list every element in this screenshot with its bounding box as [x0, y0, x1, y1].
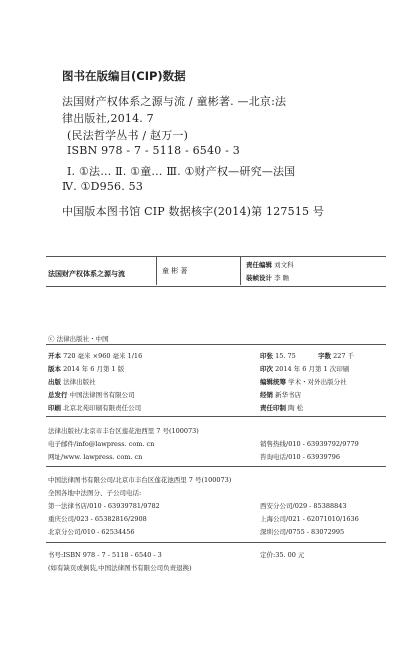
- cip-subjects-line-2: Ⅳ. ①D956. 53: [62, 180, 144, 193]
- branch-bookstore: 第一法律书店/010 - 63939781/9782: [48, 502, 160, 510]
- book-number: 书号:ISBN 978 - 7 - 5118 - 6540 - 3: [48, 551, 162, 559]
- sheets-value: 15. 75: [275, 352, 296, 360]
- consult-phone: 咨询电话/010 - 63939796: [260, 453, 341, 461]
- printer-label: 印刷: [48, 404, 61, 412]
- cip-heading: 图书在版编目(CIP)数据: [62, 69, 186, 83]
- printer-value: 北京北苑印刷有限责任公司: [63, 404, 142, 412]
- sheets: [260, 351, 296, 360]
- edition-label: 版本: [48, 365, 61, 373]
- publication-top-rule: [46, 344, 386, 345]
- dept-label: 编辑统筹: [260, 378, 286, 386]
- email: 电子邮件/info@lawpress. com. cn: [48, 440, 155, 448]
- dept-value: 学术・对外出版分社: [288, 378, 347, 386]
- seller-value: 新华书店: [275, 391, 302, 399]
- edition-value: 2014 年 6 月第 1 版: [63, 365, 125, 373]
- book-title: 法国财产权体系之源与流: [48, 270, 125, 278]
- credits-divider-2: [240, 257, 241, 285]
- cip-verification: 中国版本图书馆 CIP 数据核字(2014)第 127515 号: [62, 205, 325, 218]
- words-value: 227 千: [333, 352, 355, 360]
- designer-name: 李 瞻: [274, 274, 290, 282]
- sales-hotline: 销售热线/010 - 63939792/9779: [260, 440, 359, 448]
- seller-label: 经销: [260, 391, 273, 399]
- words-label: 字数: [318, 352, 331, 360]
- printing-label: 印次: [260, 365, 273, 373]
- branch-xian: 西安分公司/029 - 85388843: [260, 502, 347, 510]
- copyright: ⓒ 法律出版社・中国: [48, 335, 109, 343]
- publisher: [48, 377, 96, 386]
- company-address: 中国法律图书有限公司/北京市丰台区莲花池西里 7 号(100073): [48, 476, 232, 484]
- author: 童 彬 著: [162, 267, 188, 275]
- format-label: 开本: [48, 352, 61, 360]
- price: 定价:35. 00 元: [260, 551, 305, 559]
- format-value: 720 毫米 ×960 毫米 1/16: [63, 352, 143, 360]
- cip-series: (民法哲学丛书 / 赵万一): [67, 129, 189, 142]
- editor-label: 责任编辑: [246, 261, 272, 269]
- branch-shanghai: 上海公司/021 - 62071010/1636: [260, 515, 359, 523]
- print-supervisor: [260, 403, 303, 412]
- distributor: [48, 390, 135, 399]
- format: [48, 351, 142, 360]
- credits-divider-1: [156, 257, 157, 285]
- seller: [260, 390, 301, 399]
- credits-bottom-rule: [46, 286, 386, 287]
- branch-beijing: 北京分公司/010 - 62534456: [48, 528, 135, 536]
- return-notice: (如有缺页或倒装,中国法律图书有限公司负责退换): [48, 564, 192, 572]
- branches-bottom-rule: [46, 542, 386, 543]
- print-resp-value: 陶 松: [288, 404, 304, 412]
- publisher-value: 法律出版社: [63, 378, 96, 386]
- distributor-value: 中国法律图书有限公司: [69, 391, 135, 399]
- cip-title-line-2: 律出版社,2014. 7: [62, 112, 154, 125]
- credits-top-rule: [46, 256, 386, 257]
- editor-credit: [246, 260, 294, 269]
- sheets-label: 印张: [260, 352, 273, 360]
- website: 网址/www. lawpress. com. cn: [48, 453, 143, 461]
- designer-label: 装帧设计: [246, 274, 272, 282]
- printing: [260, 364, 349, 373]
- publisher-address: 法律出版社/北京市丰台区莲花池西里 7 号(100073): [48, 427, 199, 435]
- publisher-label: 出版: [48, 378, 61, 386]
- branch-chongqing: 重庆公司/023 - 65382816/2908: [48, 515, 147, 523]
- editor-name: 刘文科: [274, 261, 294, 269]
- printer: [48, 403, 141, 412]
- publication-bottom-rule: [46, 416, 386, 417]
- designer-credit: [246, 273, 289, 282]
- cip-isbn: ISBN 978 - 7 - 5118 - 6540 - 3: [67, 144, 240, 157]
- words: [318, 351, 354, 360]
- cip-subjects-line-1: Ⅰ. ①法… Ⅱ. ①童… Ⅲ. ①财产权—研究—法国: [67, 165, 296, 178]
- edition: [48, 364, 124, 373]
- cip-title-line-1: 法国财产权体系之源与流 / 童彬著. —北京:法: [62, 95, 287, 108]
- branch-shenzhen: 深圳公司/0755 - 83072995: [260, 528, 345, 536]
- contact-bottom-rule: [46, 466, 386, 467]
- editorial-dept: [260, 377, 347, 386]
- print-resp-label: 责任印制: [260, 404, 286, 412]
- distributor-label: 总发行: [48, 391, 68, 399]
- branch-network: 全国各地中法图分、子公司电话:: [48, 489, 142, 497]
- printing-value: 2014 年 6 月第 1 次印刷: [275, 365, 350, 373]
